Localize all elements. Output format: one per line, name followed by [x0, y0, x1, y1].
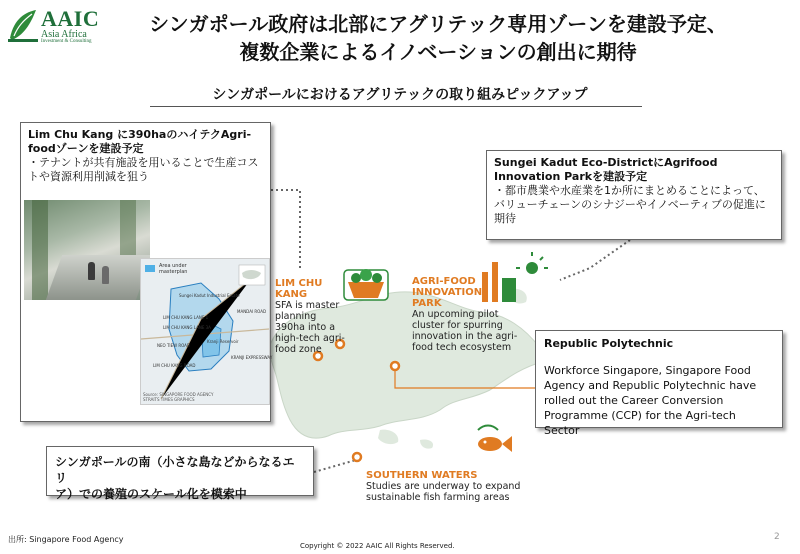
map-label-kje: KRANJI EXPRESSWAY: [231, 355, 273, 360]
page-number: 2: [774, 532, 780, 542]
agri-facility-photo: [24, 200, 150, 300]
map-label-neo-tiew-road: NEO TIEW ROAD: [157, 343, 190, 348]
southern-waters-body: Studies are underway to expand sustainable fish farming areas: [366, 481, 521, 503]
title-line-1: シンガポール政府は北部にアグリテック専用ゾーンを建設予定、: [149, 12, 727, 36]
agri-food-heading-3: PARK: [412, 298, 442, 309]
agri-food-heading-1: AGRI-FOOD: [412, 276, 476, 287]
map-legend: Area under masterplan: [159, 263, 188, 275]
map-label-lck-lane-1: LIM CHU KANG LANE 1: [163, 315, 209, 320]
sungei-kadut-heading-1: Sungei Kadut Eco-DistrictにAgrifood: [494, 156, 718, 169]
lim-chu-kang-heading-1: Lim Chu Kang に390haのハイテクAgri-: [28, 128, 252, 141]
callout-sungei-kadut: [486, 150, 782, 240]
agri-food-map-body: An upcoming pilot cluster for spurring innovation in the agri-food tech ecosystem: [412, 309, 518, 353]
map-credit-graphics: STRAITS TIMES GRAPHICS: [143, 397, 195, 402]
map-label-mandai-road: MANDAI ROAD: [237, 309, 267, 314]
lim-chu-kang-body: ・テナントが共有施設を用いることで生産コストや資源利用削減を狙う: [28, 156, 259, 183]
fish-icon: [478, 426, 512, 453]
masterplan-shapes: [141, 259, 269, 404]
map-label-lck-lane-3a: LIM CHU KANG LANE 3A: [163, 325, 211, 330]
map-label-agri-food-park: [412, 276, 532, 353]
sungei-kadut-heading-2: Innovation Parkを建設予定: [494, 170, 648, 183]
republic-poly-body: Workforce Singapore, Singapore Food Agency and Republic Polytechnic have rolled out the Career Conversion Programme (CCP) for the Agri-tech Sector: [544, 364, 757, 437]
logo-subtitle: Asia Africa: [41, 29, 87, 40]
footer-copyright: Copyright © 2022 AAIC All Rights Reserved.: [300, 542, 455, 550]
lim-chu-kang-map-body: SFA is master planning 390ha into a high-tech agri-food zone: [275, 300, 345, 355]
southern-waters-heading: SOUTHERN WATERS: [366, 470, 478, 481]
callout-southern-area: [46, 446, 314, 501]
sungei-kadut-body: ・都市農業や水産業を1か所にまとめることによって、バリューチェーンのシナジーやイノベーティブの促進に期待: [494, 184, 766, 225]
map-label-southern-waters: [366, 470, 526, 503]
map-label-sungei-kadut: Sungei Kadut Industrial Estate: [179, 293, 240, 298]
title-line-2: 複数企業によるイノベーションの創出に期待: [239, 40, 637, 64]
masterplan-inset-map: [140, 258, 273, 405]
map-credit: [143, 392, 213, 402]
lim-chu-kang-map-heading: LIM CHU KANG: [275, 278, 323, 300]
republic-poly-heading: Republic Polytechnic: [544, 337, 674, 350]
callout-republic-polytechnic: [535, 330, 783, 437]
south-text-2: ア）での養殖のスケール化を模索中: [55, 487, 247, 501]
section-subtitle: シンガポールにおけるアグリテックの取り組みピックアップ: [212, 87, 588, 103]
lim-chu-kang-heading-2: foodゾーンを建設予定: [28, 142, 144, 155]
footer-source: 出所: Singapore Food Agency: [8, 535, 124, 544]
map-label-kranji-reservoir: Kranji Reservoir: [207, 339, 239, 344]
logo-tagline: Investment & Consulting: [41, 39, 92, 44]
logo-name: AAIC: [41, 6, 100, 31]
south-text-1: シンガポールの南（小さな島などからなるエリ: [55, 455, 295, 485]
map-label-lim-chu-kang: [275, 278, 349, 355]
map-label-lck-road: LIM CHU KANG ROAD: [153, 363, 196, 368]
map-credit-source: Source: SINGAPORE FOOD AGENCY: [143, 392, 214, 397]
agri-food-heading-2: INNOVATION: [412, 287, 483, 298]
